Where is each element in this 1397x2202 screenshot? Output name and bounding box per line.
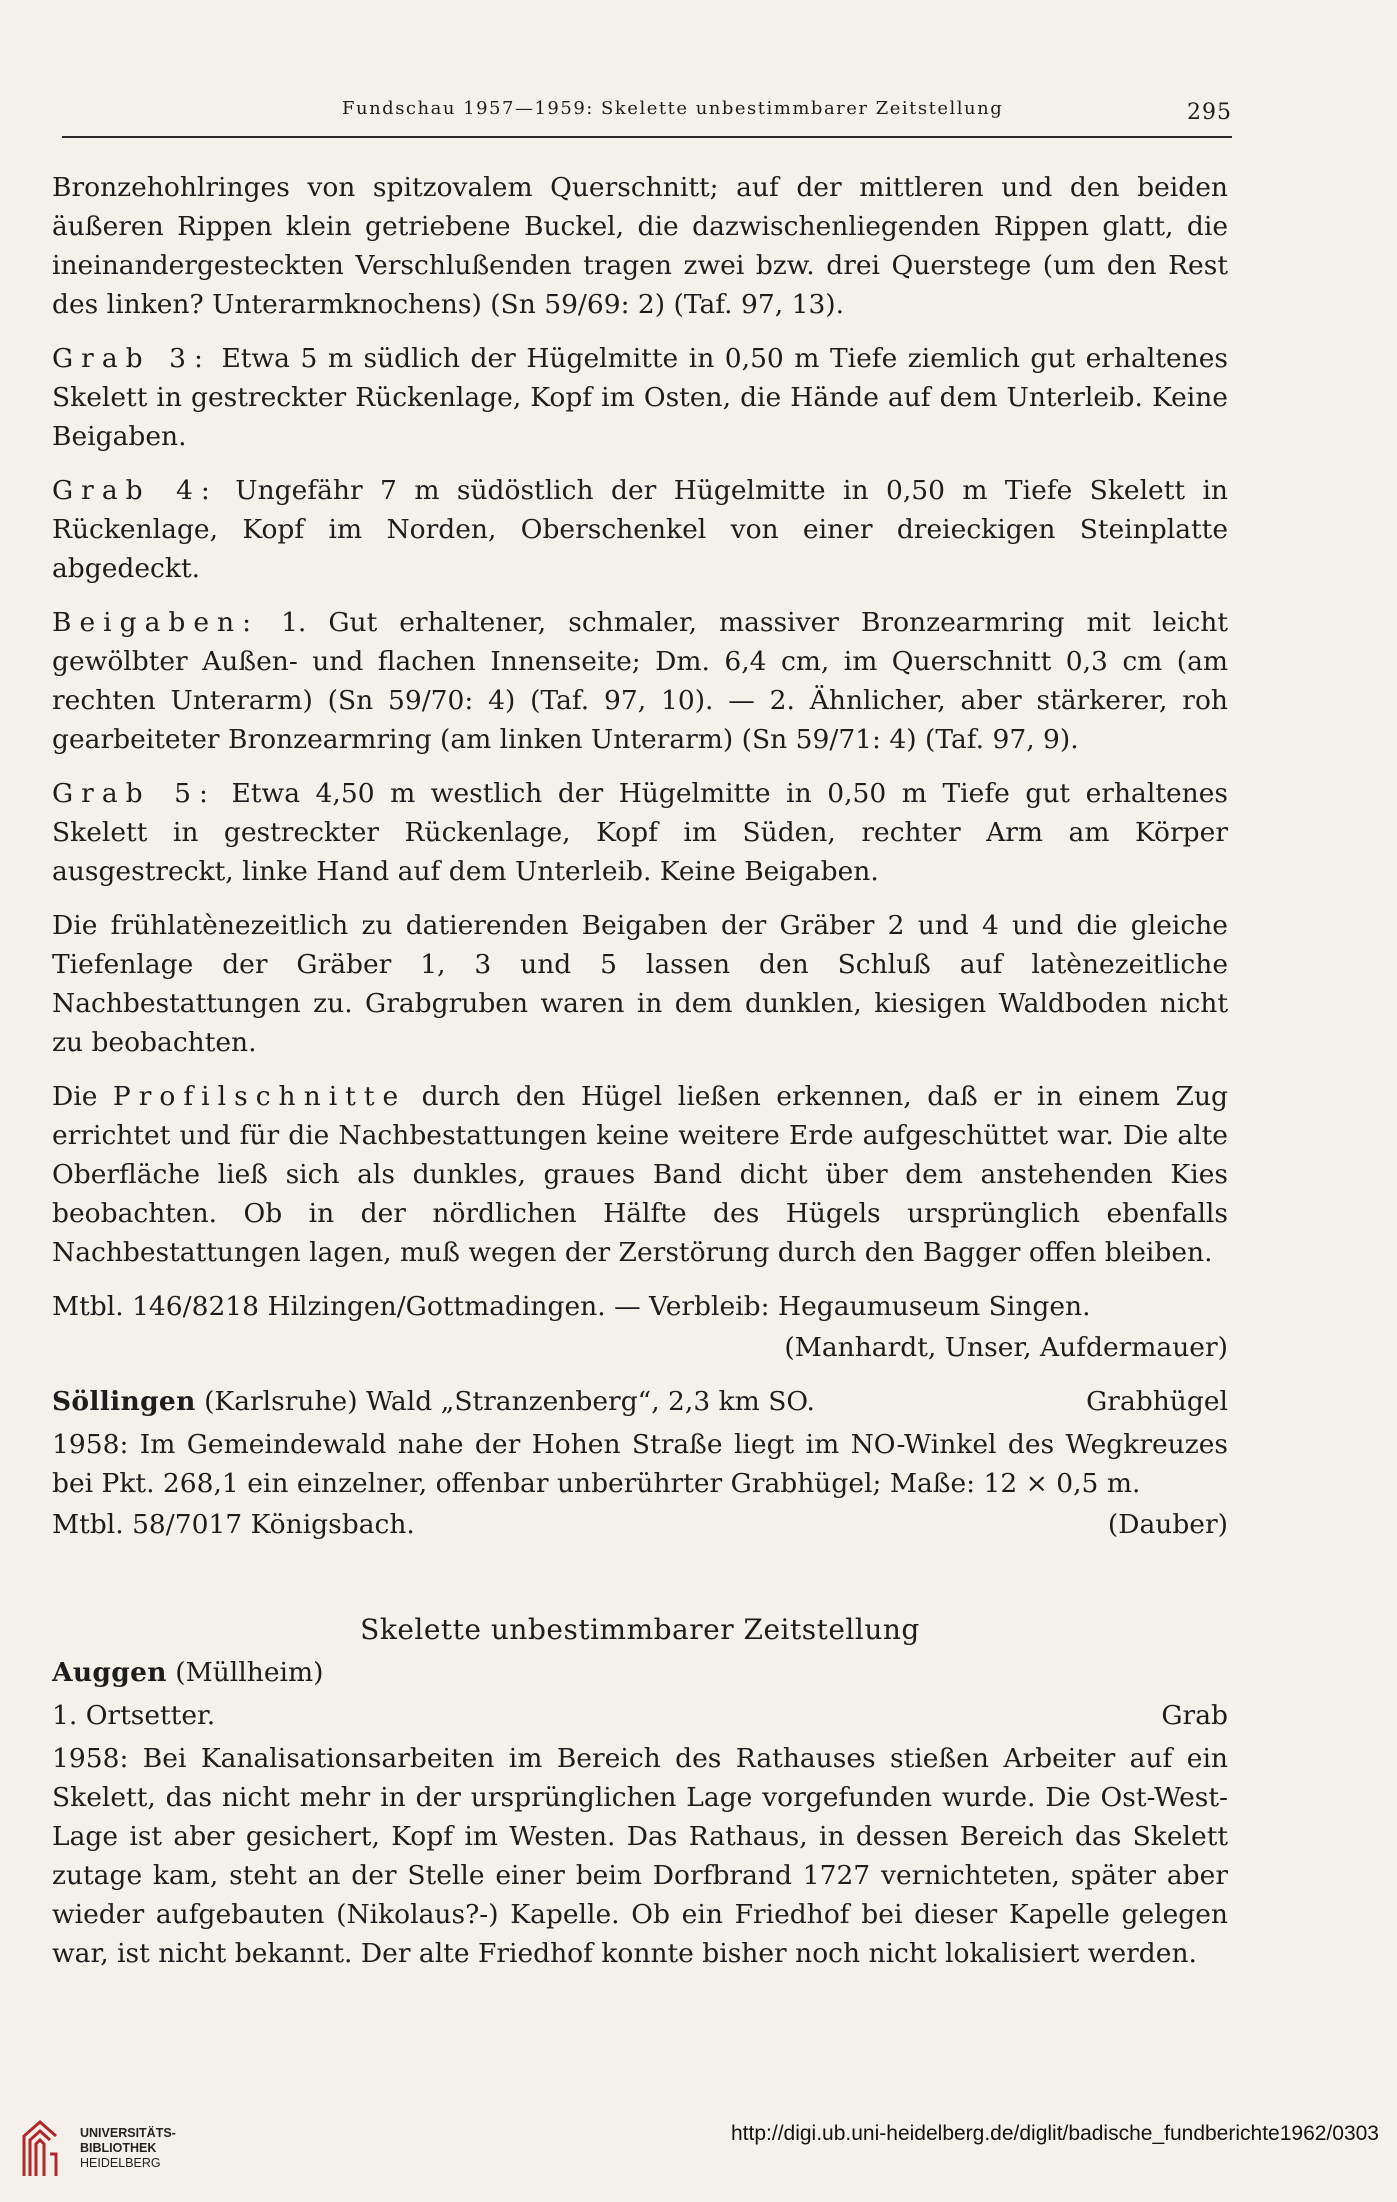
paragraph-bronzehohlring: Bronzehohlringes von spitzovalem Querschnitt; auf der mittleren und den beiden äußeren Rippen klein getriebene Buckel, die dazwischenliegenden Rippen glatt, die ineinandergesteckten Verschlußenden tragen zwei bzw. drei Querstege (um den Rest des linken? Unterarmknochens) (Sn 59/69: 2) (Taf. 97, 13). <box>52 172 1228 320</box>
auggen-detail: (Müllheim) <box>175 1657 324 1688</box>
library-name-line-1: UNIVERSITÄTS- <box>80 2126 176 2140</box>
footer-bar <box>0 2112 1397 2202</box>
paragraph-beigaben <box>52 603 1228 759</box>
grab-4-label: Grab 4: <box>52 475 218 506</box>
paragraph-profilschnitte <box>52 1077 1228 1272</box>
profil-label: Profilschnitte <box>112 1081 407 1112</box>
running-title: Fundschau 1957—1959: Skelette unbestimmbarer Zeitstellung <box>342 98 1004 119</box>
library-logo-icon <box>18 2118 62 2180</box>
paragraph-grab-4 <box>52 471 1228 588</box>
beigaben-label: Beigaben: <box>52 607 260 638</box>
paragraph-grab-3 <box>52 339 1228 456</box>
mtbl-koenigsbach: Mtbl. 58/7017 Königsbach. <box>52 1509 415 1540</box>
profil-text: durch den Hügel ließen erkennen, daß er in einem Zug errichtet und für die Nachbestattungen keine weitere Erde aufgeschüttet war. Die alte Oberfläche ließ sich als dunkles, graues Band dicht über dem anstehenden Kies beobachten. Ob in der nördlichen Hälfte des Hügels ursprünglich ebenfalls Nachbestattungen lagen, muß wegen der Zerstörung durch den Bagger offen bleiben. <box>52 1081 1228 1268</box>
mtbl-hilzingen: Mtbl. 146/8218 Hilzingen/Gottmadingen. — Verbleib: Hegaumuseum Singen. <box>52 1291 1091 1322</box>
library-name <box>80 2126 176 2171</box>
entry-auggen-header <box>52 1653 1228 1692</box>
entry-soellingen-header <box>52 1382 1228 1421</box>
library-name-line-2: BIBLIOTHEK <box>80 2141 157 2155</box>
section-heading: Skelette unbestimmbarer Zeitstellung <box>360 1613 920 1646</box>
grab-4-text: Ungefähr 7 m südöstlich der Hügelmitte in 0,50 m Tiefe Skelett in Rückenlage, Kopf im Norden, Oberschenkel von einer dreieckigen Steinplatte abgedeckt. <box>52 475 1228 584</box>
library-name-line-3: HEIDELBERG <box>80 2156 161 2170</box>
running-head <box>62 96 1232 138</box>
paragraph-latene: Die frühlatènezeitlich zu datierenden Beigaben der Gräber 2 und 4 und die gleiche Tiefenlage der Gräber 1, 3 und 5 lassen den Schluß auf latènezeitliche Nachbestattungen zu. Grabgruben waren in dem dunklen, kiesigen Waldboden nicht zu beobachten. <box>52 910 1228 1058</box>
auggen-location <box>52 1653 323 1692</box>
body-text <box>52 168 1228 1988</box>
beigaben-text: 1. Gut erhaltener, schmaler, massiver Bronzearmring mit leicht gewölbter Außen- und flachen Innenseite; Dm. 6,4 cm, im Querschnitt 0,3 cm (am rechten Unterarm) (Sn 59/70: 4) (Taf. 97, 10). — 2. Ähnlicher, aber stärkerer, roh gearbeiteter Bronzearmring (am linken Unterarm) (Sn 59/71: 4) (Taf. 97, 9). <box>52 607 1228 755</box>
ortsetter-row <box>52 1696 1228 1735</box>
credit-dauber: (Dauber) <box>1107 1509 1228 1540</box>
grab-3-label: Grab 3: <box>52 343 211 374</box>
paragraph-grab-5 <box>52 774 1228 891</box>
credit-manhardt: (Manhardt, Unser, Aufdermauer) <box>784 1332 1228 1363</box>
profil-intro: Die <box>52 1081 98 1112</box>
digital-copy-link[interactable]: http://digi.ub.uni-heidelberg.de/diglit/badische_fundberichte1962/0303 <box>731 2122 1379 2145</box>
grab-5-label: Grab 5: <box>52 778 216 809</box>
mtbl-koenigsbach-row <box>52 1505 1228 1544</box>
soellingen-detail: (Karlsruhe) Wald „Stranzenberg“, 2,3 km SO. <box>204 1386 815 1417</box>
auggen-place: Auggen <box>52 1657 167 1688</box>
ortsetter-type: Grab <box>1161 1700 1228 1731</box>
page-number: 295 <box>1187 100 1232 125</box>
soellingen-location <box>52 1382 815 1421</box>
grab-5-text: Etwa 4,50 m westlich der Hügelmitte in 0,50 m Tiefe gut erhaltenes Skelett in gestreckter Rückenlage, Kopf im Süden, rechter Arm am Körper ausgestreckt, linke Hand auf dem Unterleib. Keine Beigaben. <box>52 778 1228 887</box>
ortsetter-label: 1. Ortsetter. <box>52 1700 216 1731</box>
soellingen-place: Söllingen <box>52 1386 196 1417</box>
paragraph-auggen: 1958: Bei Kanalisationsarbeiten im Bereich des Rathauses stießen Arbeiter auf ein Skelett, das nicht mehr in der ursprünglichen Lage vorgefunden wurde. Die Ost-West-Lage ist aber gesichert, Kopf im Westen. Das Rathaus, in dessen Bereich das Skelett zutage kam, steht an der Stelle einer beim Dorfbrand 1727 vernichteten, später aber wieder aufgebauten (Nikolaus?-) Kapelle. Ob ein Friedhof bei dieser Kapelle gelegen war, ist nicht bekannt. Der alte Friedhof konnte bisher noch nicht lokalisiert werden. <box>52 1743 1228 1969</box>
paragraph-soellingen: 1958: Im Gemeindewald nahe der Hohen Straße liegt im NO-Winkel des Wegkreuzes bei Pkt. 268,1 ein einzelner, offenbar unberührter Grabhügel; Maße: 12 × 0,5 m. <box>52 1429 1228 1499</box>
soellingen-type: Grabhügel <box>1086 1386 1228 1417</box>
grab-3-text: Etwa 5 m südlich der Hügelmitte in 0,50 m Tiefe ziemlich gut erhaltenes Skelett in gestreckter Rückenlage, Kopf im Osten, die Hände auf dem Unterleib. Keine Beigaben. <box>52 343 1228 452</box>
